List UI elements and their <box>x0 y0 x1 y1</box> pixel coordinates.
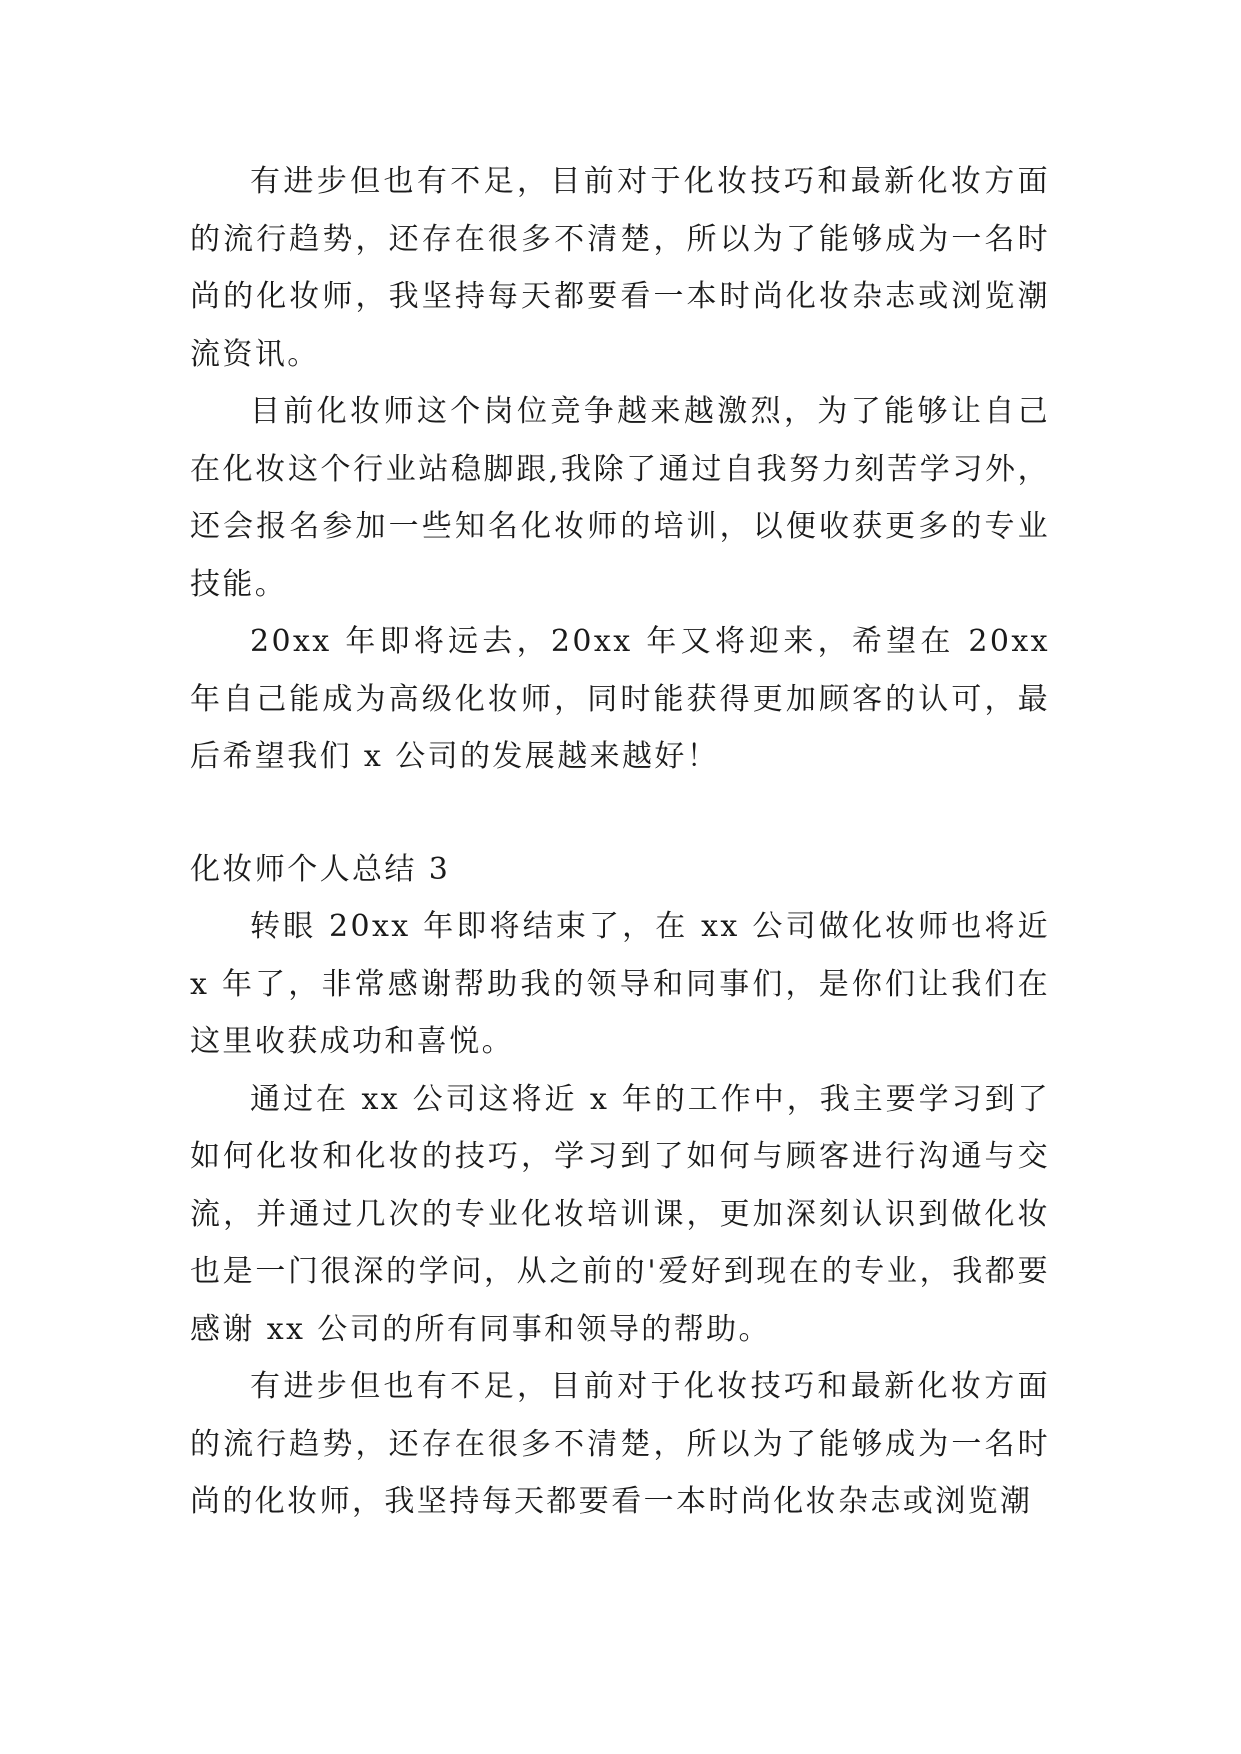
paragraph-progress-and-shortcomings: 有进步但也有不足，目前对于化妆技巧和最新化妆方面的流行趋势，还存在很多不清楚，所以为了能够成为一名时尚的化妆师，我坚持每天都要看一本时尚化妆杂志或浏览潮流资讯。 <box>190 164 1050 372</box>
document-body <box>190 153 1050 1531</box>
paragraph-competition-training: 目前化妆师这个岗位竞争越来越激烈，为了能够让自己在化妆这个行业站稳脚跟,我除了通过自我努力刻苦学习外，还会报名参加一些知名化妆师的培训，以便收获更多的专业技能。 <box>190 394 1050 602</box>
paragraph-year-outlook: 20xx 年即将远去，20xx 年又将迎来，希望在 20xx 年自己能成为高级化妆师，同时能获得更加顾客的认可，最后希望我们 x 公司的发展越来越好！ <box>190 624 1050 774</box>
paragraph-progress-and-shortcomings-repeat: 有进步但也有不足，目前对于化妆技巧和最新化妆方面的流行趋势，还存在很多不清楚，所以为了能够成为一名时尚的化妆师，我坚持每天都要看一本时尚化妆杂志或浏览潮 <box>190 1369 1050 1519</box>
paragraph-year-ending-thanks: 转眼 20xx 年即将结束了，在 xx 公司做化妆师也将近 x 年了，非常感谢帮助我的领导和同事们，是你们让我们在这里收获成功和喜悦。 <box>190 909 1050 1059</box>
paragraph-learning-experience: 通过在 xx 公司这将近 x 年的工作中，我主要学习到了如何化妆和化妆的技巧，学习到了如何与顾客进行沟通与交流，并通过几次的专业化妆培训课，更加深刻认识到做化妆也是一门很深的学问，从之前的'爱好到现在的专业，我都要感谢 xx 公司的所有同事和领导的帮助。 <box>190 1081 1050 1347</box>
section-heading: 化妆师个人总结 3 <box>190 851 451 887</box>
